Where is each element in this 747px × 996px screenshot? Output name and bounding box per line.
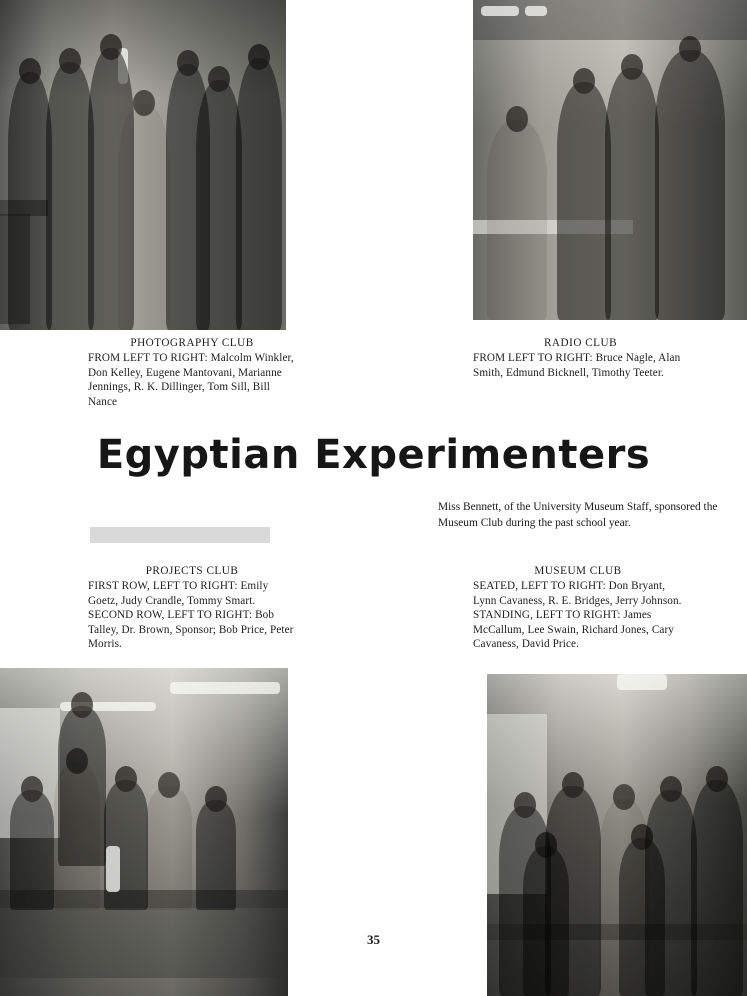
radio-club-caption <box>473 336 688 380</box>
projects-club-caption-body: FIRST ROW, LEFT TO RIGHT: Emily Goetz, Judy Crandle, Tommy Smart. SECOND ROW, LEFT TO RIGHT: Bob Talley, Dr. Brown, Sponsor; Bob Price, Peter Morris. <box>88 580 294 651</box>
page-number: 35 <box>367 932 380 947</box>
museum-club-caption-title: MUSEUM CLUB <box>534 565 622 577</box>
photography-club-caption-title: PHOTOGRAPHY CLUB <box>130 337 254 349</box>
museum-club-caption <box>473 564 683 651</box>
radio-club-caption-body: FROM LEFT TO RIGHT: Bruce Nagle, Alan Smith, Edmund Bicknell, Timothy Teeter. <box>473 352 681 379</box>
radio-club-caption-title: RADIO CLUB <box>543 337 618 349</box>
museum-club-note: Miss Bennett, of the University Museum Staff, sponsored the Museum Club during the past school year. <box>438 501 718 529</box>
radio-club-photo <box>473 0 747 320</box>
photography-club-caption-body: FROM LEFT TO RIGHT: Malcolm Winkler, Don Kelley, Eugene Mantovani, Marianne Jennings, R. K. Dillinger, Tom Sill, Bill Nance <box>88 352 294 408</box>
photography-club-caption <box>88 336 296 409</box>
page-headline: Egyptian Experimenters <box>96 432 651 478</box>
projects-club-caption-title: PROJECTS CLUB <box>145 565 239 577</box>
photography-club-photo <box>0 0 286 330</box>
museum-club-caption-body: SEATED, LEFT TO RIGHT: Don Bryant, Lynn Cavaness, R. E. Bridges, Jerry Johnson. STANDING, LEFT TO RIGHT: James McCallum, Lee Swain, Richard Jones, Cary Cavaness, David Price. <box>473 580 682 651</box>
projects-club-caption <box>88 564 296 651</box>
projects-caption-placeholder-bar <box>90 527 270 543</box>
